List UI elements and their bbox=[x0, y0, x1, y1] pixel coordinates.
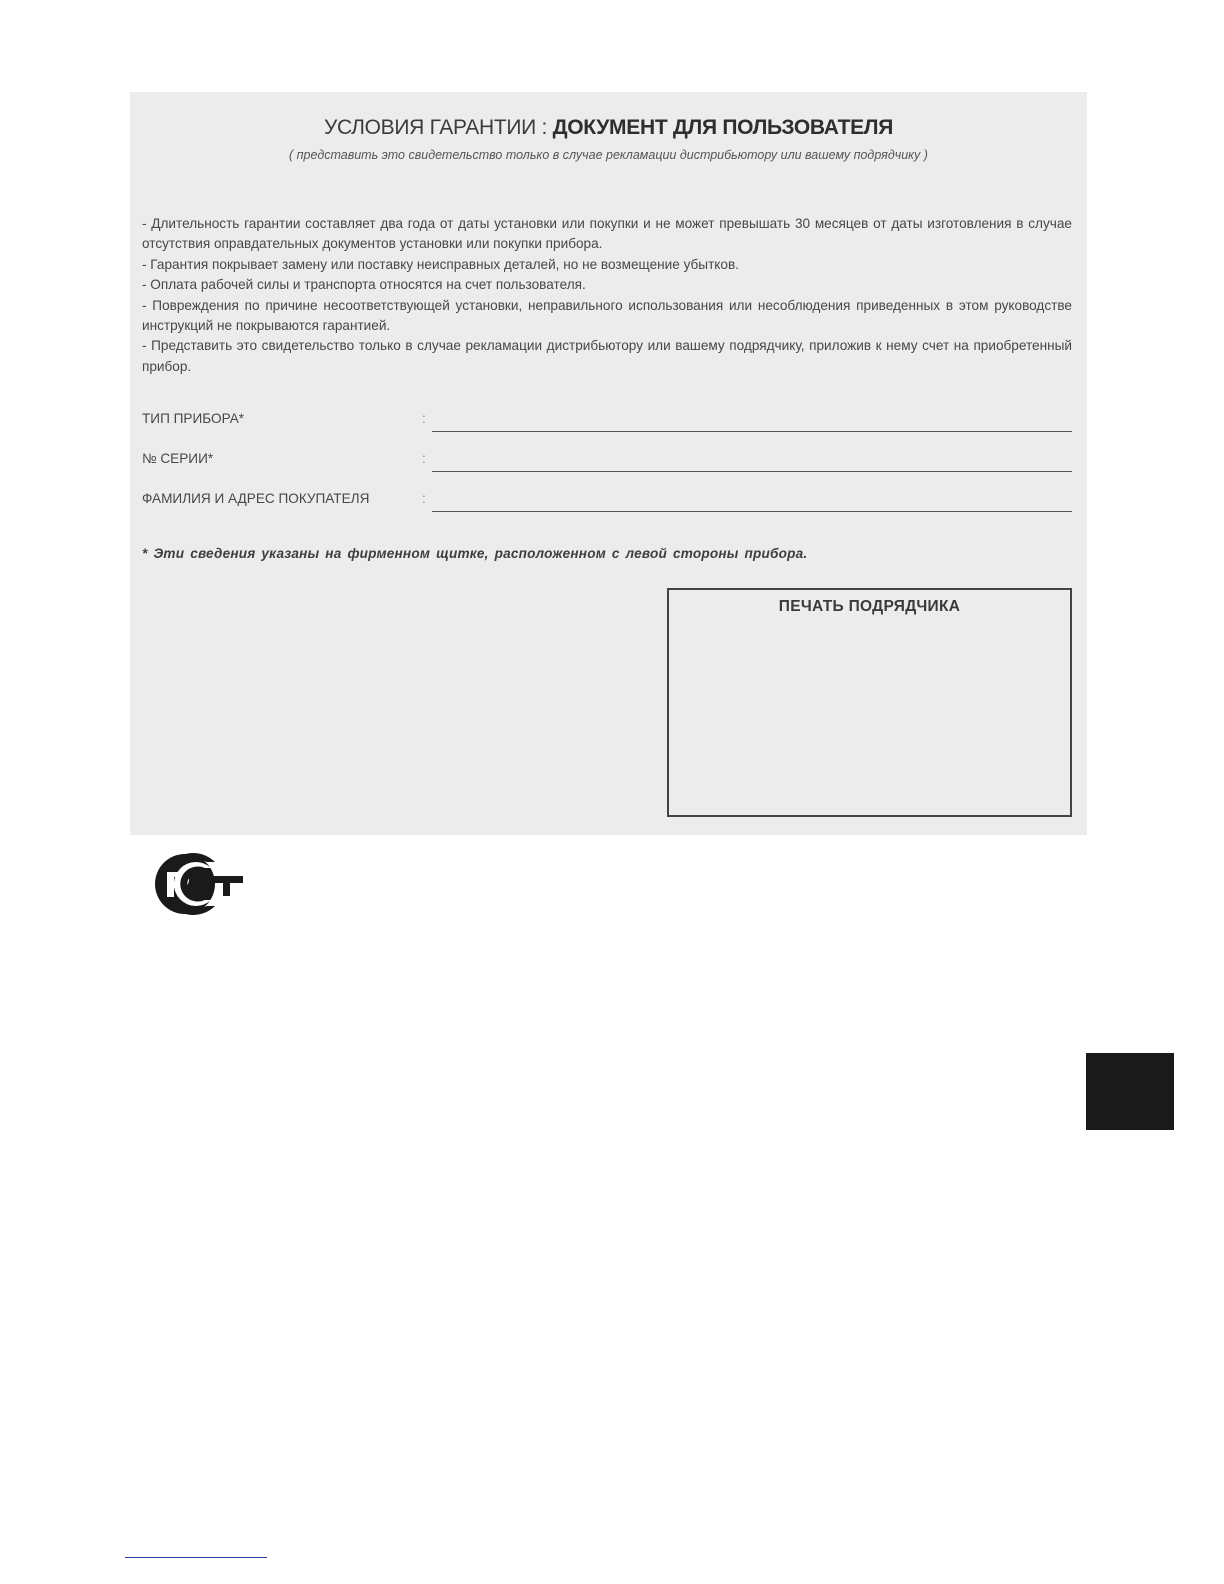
buyer-name-address-line[interactable] bbox=[432, 511, 1072, 512]
title-light: УСЛОВИЯ ГАРАНТИИ : bbox=[323, 116, 548, 139]
serial-number-line[interactable] bbox=[432, 471, 1072, 472]
page-title bbox=[130, 116, 1087, 140]
serial-number-label: № СЕРИИ* bbox=[142, 451, 214, 466]
subtitle: ( представить это свидетельство только в случае рекламации дистрибьютору или вашему подрядчику ) bbox=[289, 148, 928, 162]
buyer-name-address-label: ФАМИЛИЯ И АДРЕС ПОКУПАТЕЛЯ bbox=[142, 491, 370, 506]
contractor-stamp-box bbox=[667, 588, 1072, 817]
term-item: - Оплата рабочей силы и транспорта относятся на счет пользователя. bbox=[142, 277, 586, 293]
section-tab bbox=[1086, 1053, 1174, 1130]
term-item: - Повреждения по причине несоответствующей установки, неправильного использования или несоблюдения приведенных в этом руководстве инструкций не покрываются гарантией. bbox=[142, 297, 1072, 334]
serial-number-field[interactable] bbox=[142, 451, 1072, 473]
buyer-name-address-field[interactable] bbox=[142, 491, 1072, 513]
pct-certification-mark-icon bbox=[153, 852, 245, 916]
footnote: * Эти сведения указаны на фирменном щитке, расположенном с левой стороны прибора. bbox=[142, 546, 808, 561]
footer-rule bbox=[125, 1557, 267, 1558]
term-item: - Представить это свидетельство только в случае рекламации дистрибьютору или вашему подрядчику, приложив к нему счет на приобретенный прибор. bbox=[142, 338, 1072, 374]
term-item: - Гарантия покрывает замену или поставку неисправных деталей, но не возмещение убытков. bbox=[142, 256, 739, 272]
title-bold: ДОКУМЕНТ ДЛЯ ПОЛЬЗОВАТЕЛЯ bbox=[552, 116, 894, 139]
field-colon: : bbox=[422, 451, 426, 466]
stamp-title: ПЕЧАТЬ ПОДРЯДЧИКА bbox=[778, 598, 961, 615]
field-colon: : bbox=[422, 411, 426, 426]
device-type-line[interactable] bbox=[432, 431, 1072, 432]
field-colon: : bbox=[422, 491, 426, 506]
device-type-field[interactable] bbox=[142, 411, 1072, 433]
warranty-terms bbox=[142, 214, 1072, 377]
device-type-label: ТИП ПРИБОРА* bbox=[142, 411, 245, 426]
warranty-card bbox=[130, 92, 1087, 835]
term-item: - Длительность гарантии составляет два года от даты установки или покупки и не может превышать 30 месяцев от даты изготовления в случае отсутствия оправдательных документов установки или покупки прибора. bbox=[142, 216, 1072, 252]
